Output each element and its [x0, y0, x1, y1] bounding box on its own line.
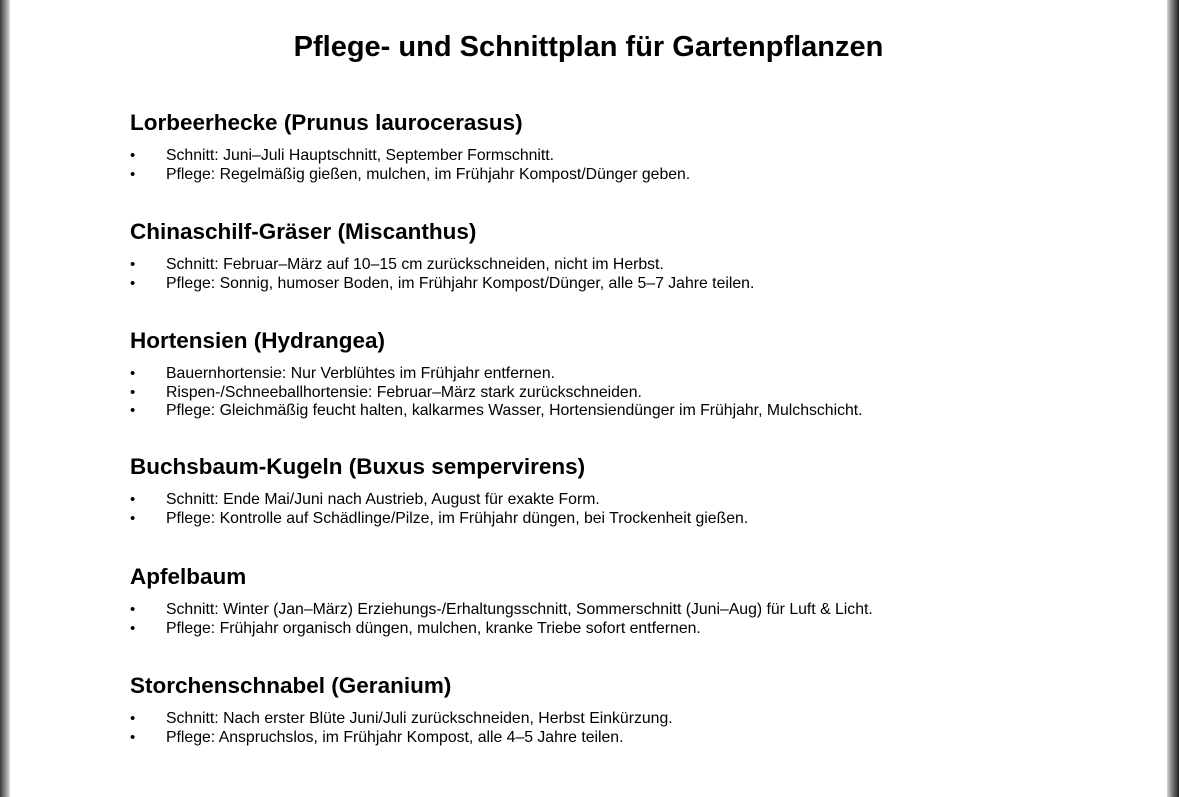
bullet-list: [130, 147, 1130, 184]
section-heading: Apfelbaum: [130, 564, 247, 589]
list-item: [130, 710, 1130, 729]
list-item: [130, 601, 1130, 620]
list-item: [130, 365, 1130, 384]
bullet-list: [130, 365, 1130, 421]
list-item-text: Schnitt: Nach erster Blüte Juni/Juli zurückschneiden, Herbst Einkürzung.: [166, 710, 673, 727]
section-heading: Chinaschilf-Gräser (Miscanthus): [130, 219, 477, 244]
list-item-text: Pflege: Kontrolle auf Schädlinge/Pilze, im Frühjahr düngen, bei Trockenheit gießen.: [166, 509, 749, 527]
list-item: [130, 729, 1130, 748]
section-lorbeerhecke: [130, 109, 1130, 184]
page-edge-shadow-right: [1167, 0, 1179, 797]
bullet-icon: •: [130, 491, 136, 508]
section-hortensien: [130, 327, 1130, 421]
section-storchenschnabel: [130, 672, 1130, 747]
document-title: Pflege- und Schnittplan für Gartenpflanzen: [293, 31, 884, 63]
bullet-list: [130, 256, 1130, 293]
bullet-icon: •: [130, 509, 136, 527]
list-item: [130, 491, 1130, 510]
list-item-text: Pflege: Gleichmäßig feucht halten, kalkarmes Wasser, Hortensiendünger im Frühjahr, Mulchschicht.: [166, 402, 863, 419]
document-page: [10, 0, 1167, 797]
list-item-text: Bauernhortensie: Nur Verblühtes im Frühjahr entfernen.: [166, 365, 555, 382]
bullet-icon: •: [130, 165, 136, 183]
list-item-text: Pflege: Regelmäßig gießen, mulchen, im Frühjahr Kompost/Dünger geben.: [166, 165, 691, 183]
list-item-text: Pflege: Sonnig, humoser Boden, im Frühjahr Kompost/Dünger, alle 5–7 Jahre teilen.: [166, 274, 755, 292]
bullet-icon: •: [130, 601, 136, 618]
bullet-icon: •: [130, 274, 136, 292]
section-heading: Lorbeerhecke (Prunus laurocerasus): [130, 110, 523, 135]
section-buchsbaum: [130, 453, 1130, 528]
bullet-list: [130, 601, 1130, 638]
list-item: [130, 510, 1130, 529]
list-item-text: Schnitt: Winter (Jan–März) Erziehungs-/Erhaltungsschnitt, Sommerschnitt (Juni–Aug) für Luft & Licht.: [166, 601, 873, 618]
section-apfelbaum: [130, 563, 1130, 638]
bullet-icon: •: [130, 147, 136, 164]
bullet-list: [130, 710, 1130, 747]
list-item-text: Pflege: Frühjahr organisch düngen, mulchen, kranke Triebe sofort entfernen.: [166, 619, 701, 637]
section-chinaschilf: [130, 218, 1130, 293]
list-item-text: Schnitt: Ende Mai/Juni nach Austrieb, August für exakte Form.: [166, 491, 600, 508]
bullet-icon: •: [130, 710, 136, 727]
list-item-text: Rispen-/Schneeballhortensie: Februar–März stark zurückschneiden.: [166, 383, 642, 401]
bullet-icon: •: [130, 256, 136, 273]
list-item: [130, 620, 1130, 639]
list-item: [130, 275, 1130, 294]
list-item: [130, 384, 1130, 403]
section-heading: Hortensien (Hydrangea): [130, 328, 386, 353]
page-edge-shadow-left: [0, 0, 10, 797]
bullet-list: [130, 491, 1130, 528]
section-heading: Buchsbaum-Kugeln (Buxus sempervirens): [130, 454, 586, 479]
list-item: [130, 256, 1130, 275]
bullet-icon: •: [130, 383, 136, 401]
bullet-icon: •: [130, 619, 136, 637]
bullet-icon: •: [130, 402, 136, 419]
bullet-icon: •: [130, 728, 136, 746]
list-item-text: Schnitt: Juni–Juli Hauptschnitt, September Formschnitt.: [166, 147, 555, 164]
bullet-icon: •: [130, 365, 136, 382]
list-item: [130, 402, 1130, 421]
list-item: [130, 166, 1130, 185]
list-item: [130, 147, 1130, 166]
list-item-text: Schnitt: Februar–März auf 10–15 cm zurückschneiden, nicht im Herbst.: [166, 256, 664, 273]
list-item-text: Pflege: Anspruchslos, im Frühjahr Kompost, alle 4–5 Jahre teilen.: [166, 728, 624, 746]
section-heading: Storchenschnabel (Geranium): [130, 673, 452, 698]
